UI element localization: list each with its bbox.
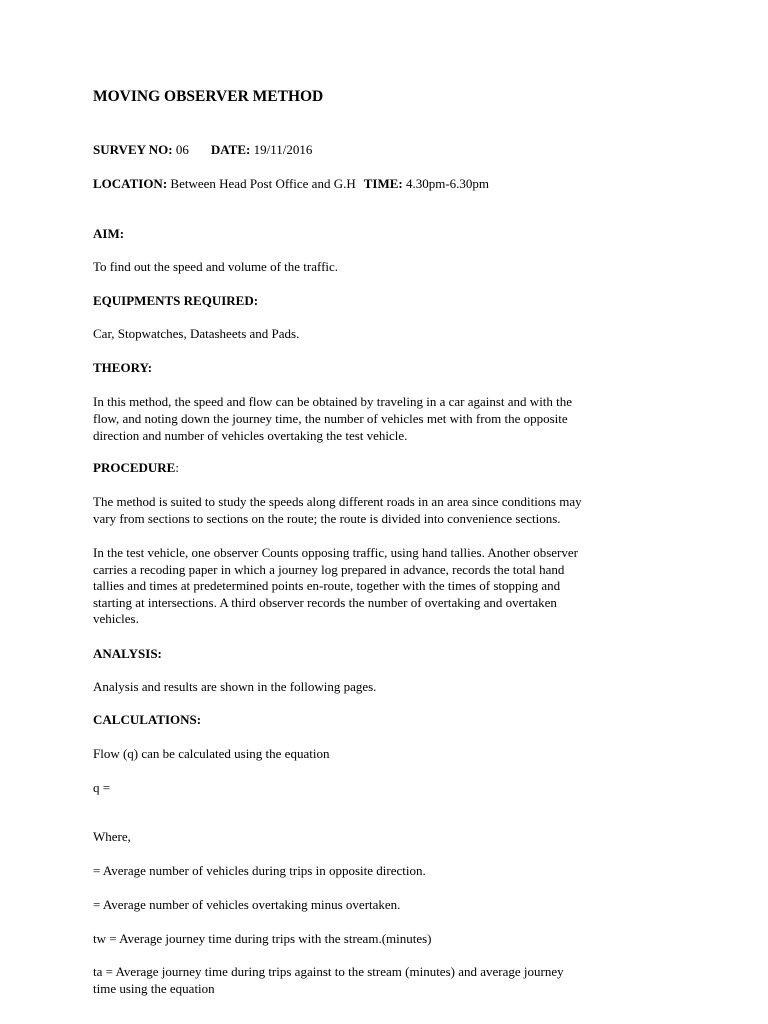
theory-line-1: In this method, the speed and flow can be obtained by traveling in a car against and with the bbox=[93, 394, 573, 409]
definition-ta-line-1: ta = Average journey time during trips against to the stream (minutes) and average journey bbox=[93, 964, 564, 979]
survey-no-label: SURVEY NO: bbox=[93, 142, 173, 157]
survey-date-line bbox=[93, 142, 683, 159]
time-label: TIME: bbox=[363, 176, 403, 191]
flow-equation: q = bbox=[93, 780, 111, 795]
theory-line-2: flow, and noting down the journey time, the number of vehicles met with from the opposite bbox=[93, 411, 568, 426]
procedure-para2-line-3: tallies and times at predetermined points en-route, together with the times of stopping and bbox=[93, 578, 561, 593]
procedure-heading: PROCEDURE bbox=[93, 460, 176, 475]
aim-text: To find out the speed and volume of the traffic. bbox=[93, 259, 339, 274]
theory-heading: THEORY: bbox=[93, 360, 153, 375]
theory-line-3: direction and number of vehicles overtaking the test vehicle. bbox=[93, 428, 408, 443]
survey-no-value: 06 bbox=[175, 142, 189, 157]
date-value: 19/11/2016 bbox=[253, 142, 313, 157]
equipments-heading: EQUIPMENTS REQUIRED: bbox=[93, 293, 259, 308]
procedure-para2-line-2: carries a recoding paper in which a journey log prepared in advance, records the total hand bbox=[93, 562, 565, 577]
procedure-heading-colon: : bbox=[175, 460, 179, 475]
definition-tw: tw = Average journey time during trips with the stream.(minutes) bbox=[93, 931, 432, 946]
procedure-para2-line-4: starting at intersections. A third observer records the number of overtaking and overtaken bbox=[93, 595, 557, 610]
document-title: MOVING OBSERVER METHOD bbox=[93, 88, 324, 105]
where-label: Where, bbox=[93, 829, 131, 844]
definition-opposite: = Average number of vehicles during trips in opposite direction. bbox=[93, 863, 426, 878]
time-value: 4.30pm-6.30pm bbox=[405, 176, 490, 191]
analysis-heading: ANALYSIS: bbox=[93, 646, 162, 661]
procedure-para1-line-1: The method is suited to study the speeds along different roads in an area since conditions may bbox=[93, 494, 582, 509]
calculations-heading: CALCULATIONS: bbox=[93, 712, 202, 727]
location-time-line bbox=[93, 176, 683, 193]
procedure-para1-line-2: vary from sections to sections on the route; the route is divided into convenience sections. bbox=[93, 511, 561, 526]
location-label: LOCATION: bbox=[93, 176, 168, 191]
aim-heading: AIM: bbox=[93, 226, 125, 241]
definition-ta-line-2: time using the equation bbox=[93, 981, 215, 996]
equipments-text: Car, Stopwatches, Datasheets and Pads. bbox=[93, 326, 300, 341]
procedure-heading-line bbox=[93, 460, 683, 477]
date-label: DATE: bbox=[210, 142, 251, 157]
location-value: Between Head Post Office and G.H bbox=[170, 176, 356, 191]
definition-overtaking: = Average number of vehicles overtaking minus overtaken. bbox=[93, 897, 401, 912]
analysis-text: Analysis and results are shown in the following pages. bbox=[93, 679, 377, 694]
procedure-para2-line-5: vehicles. bbox=[93, 611, 139, 626]
procedure-para2-line-1: In the test vehicle, one observer Counts opposing traffic, using hand tallies. Another observer bbox=[93, 545, 578, 560]
calculations-intro: Flow (q) can be calculated using the equation bbox=[93, 746, 330, 761]
